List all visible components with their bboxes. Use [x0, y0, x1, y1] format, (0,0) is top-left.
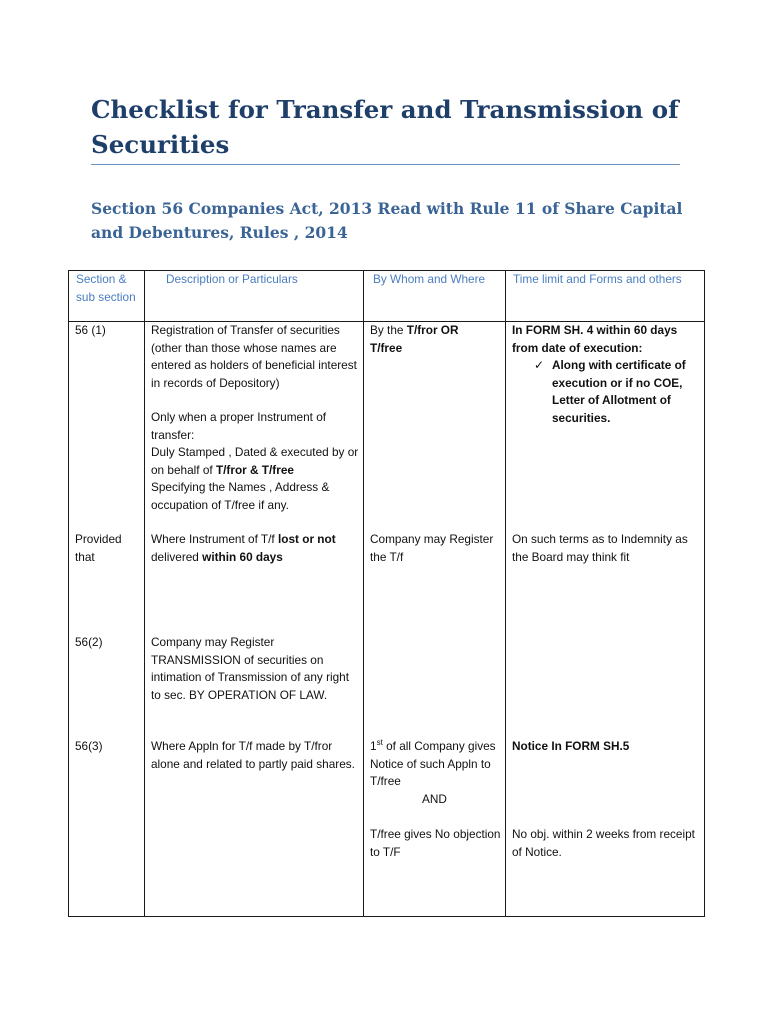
- desc-stamped-text: Duly Stamped , Dated & executed by or on behalf of: [151, 445, 359, 477]
- document-title: Checklist for Transfer and Transmission of Securities: [91, 95, 679, 159]
- section-56-1: 56 (1): [75, 323, 106, 337]
- by-whom-column: [364, 322, 506, 917]
- checklist-table: [68, 270, 705, 917]
- whom-56-1-b: T/fror OR: [406, 323, 459, 337]
- whom-56-3-notice: [370, 738, 501, 791]
- title-divider: [91, 164, 680, 165]
- header-description: Description or Particulars: [145, 271, 364, 322]
- desc-stamped-parties: T/fror & T/free: [215, 462, 294, 477]
- desc-56-1-stamped: [151, 444, 361, 479]
- whom-56-3-p1: of all Company gives Notice of such Appln to T/free: [370, 739, 496, 788]
- time-56-1-bullet: [530, 357, 700, 427]
- desc-provided-c: delivered: [151, 549, 203, 564]
- desc-provided-d: within 60 days: [202, 549, 283, 564]
- section-56-3: 56(3): [75, 739, 103, 753]
- whom-56-3-and: AND: [422, 792, 447, 806]
- whom-provided-that: Company may Register the T/f: [370, 532, 494, 564]
- time-56-3-no-obj: No obj. within 2 weeks from receipt of Notice.: [512, 827, 695, 859]
- header-section: Section & sub section: [69, 271, 145, 322]
- section-provided-that: Provided that: [75, 532, 122, 564]
- document-subtitle: Section 56 Companies Act, 2013 Read with Rule 11 of Share Capital and Debentures, Rules , 2014: [91, 199, 683, 242]
- desc-56-1-specifying: Specifying the Names , Address & occupation of T/free if any.: [151, 480, 330, 512]
- time-56-1-bullet-text: Along with certificate of execution or if no COE, Letter of Allotment of securities.: [552, 358, 686, 425]
- time-56-3-notice: Notice In FORM SH.5: [512, 739, 630, 753]
- whom-56-1: [370, 322, 501, 357]
- desc-provided-that: [151, 531, 361, 566]
- desc-provided-a: Where Instrument of T/f: [151, 532, 278, 546]
- table-body-row: [69, 322, 705, 917]
- time-provided-that: On such terms as to Indemnity as the Board may think fit: [512, 532, 688, 564]
- desc-56-1-instrument: Only when a proper Instrument of transfer:: [151, 410, 327, 442]
- desc-56-3: Where Appln for T/f made by T/fror alone and related to partly paid shares.: [151, 739, 355, 771]
- whom-56-3-num: 1: [370, 739, 377, 753]
- check-icon: ✓: [534, 358, 544, 372]
- desc-provided-b: lost or not: [277, 532, 336, 546]
- header-by-whom: By Whom and Where: [364, 271, 506, 322]
- description-column: [145, 322, 364, 917]
- whom-56-3-objection: T/free gives No objection to T/F: [370, 827, 501, 859]
- table-header-row: [69, 271, 705, 322]
- desc-56-1-registration: Registration of Transfer of securities (other than those whose names are entered as holders of beneficial interest in records of Depository): [151, 323, 357, 390]
- time-56-1-form: In FORM SH. 4 within 60 days from date of execution:: [512, 323, 678, 355]
- whom-56-1-c: T/free: [370, 340, 403, 355]
- header-time-limit: Time limit and Forms and others: [506, 271, 705, 322]
- section-column: [69, 322, 145, 917]
- section-56-2: 56(2): [75, 635, 103, 649]
- desc-56-2: Company may Register TRANSMISSION of securities on intimation of Transmission of any right to sec. BY OPERATION OF LAW.: [151, 635, 350, 702]
- whom-56-1-a: By the: [370, 323, 407, 337]
- time-limit-column: [506, 322, 705, 917]
- whom-56-3-sup: st: [376, 738, 383, 748]
